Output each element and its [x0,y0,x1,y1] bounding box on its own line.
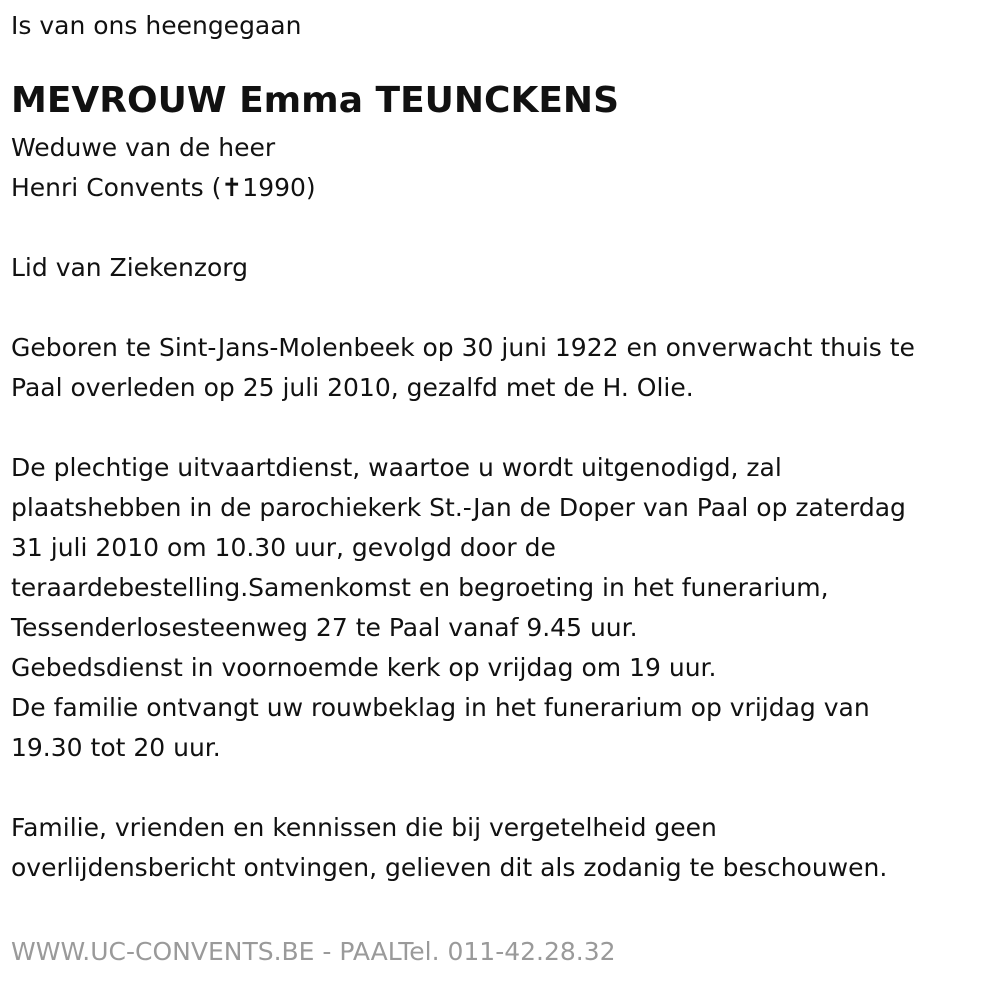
spacer [11,768,986,808]
funeral-line: teraardebestelling.Samenkomst en begroeting in het funerarium, [11,573,829,602]
membership-text: Lid van Ziekenzorg [11,253,248,282]
birth-death-line: Paal overleden op 25 juli 2010, gezalfd met de H. Olie. [11,373,694,402]
funeral-home-footer: WWW.UC-CONVENTS.BE - PAALTel. 011-42.28.32 [11,937,616,966]
spacer [11,288,986,328]
obituary-notice [11,6,986,888]
funeral-line: Gebedsdienst in voornoemde kerk op vrijdag om 19 uur. [11,653,717,682]
intro-text: Is van ons heengegaan [11,11,302,40]
funeral-line: 31 juli 2010 om 10.30 uur, gevolgd door de [11,533,556,562]
closing-line: Familie, vrienden en kennissen die bij vergetelheid geen [11,813,717,842]
funeral-line: De plechtige uitvaartdienst, waartoe u wordt uitgenodigd, zal [11,453,782,482]
funeral-line: plaatshebben in de parochiekerk St.-Jan de Doper van Paal op zaterdag [11,493,906,522]
spouse-line-1: Weduwe van de heer [11,133,276,162]
funeral-line: Tessenderlosesteenweg 27 te Paal vanaf 9.45 uur. [11,613,638,642]
deceased-name: MEVROUW Emma TEUNCKENS [11,80,619,121]
funeral-line: De familie ontvangt uw rouwbeklag in het funerarium op vrijdag van [11,693,870,722]
spouse-line-2: Henri Convents (✝1990) [11,173,316,202]
spacer [11,408,986,448]
funeral-line: 19.30 tot 20 uur. [11,733,221,762]
closing-line: overlijdensbericht ontvingen, gelieven dit als zodanig te beschouwen. [11,853,888,882]
birth-death-line: Geboren te Sint-Jans-Molenbeek op 30 juni 1922 en onverwacht thuis te [11,333,915,362]
spacer [11,46,986,74]
spacer [11,208,986,248]
